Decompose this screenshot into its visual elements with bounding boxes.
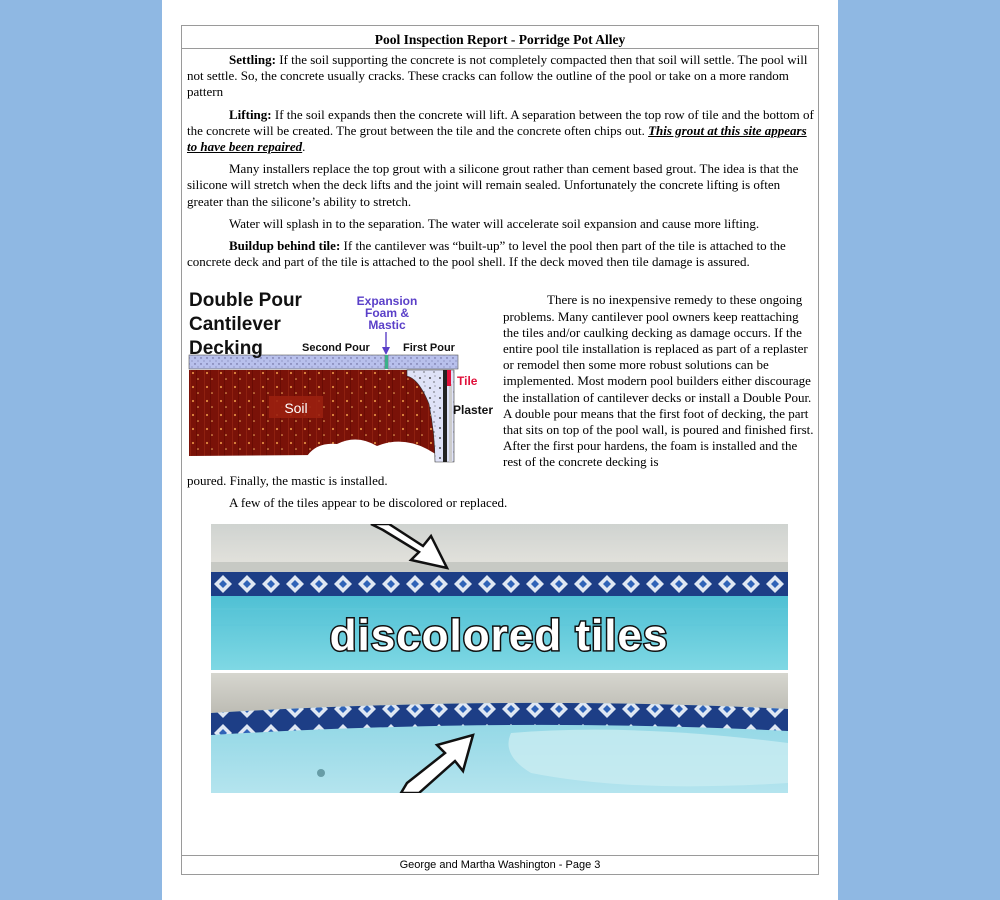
diagram-section: [187, 284, 815, 520]
expansion-label-3: Mastic: [368, 318, 406, 333]
document-page: [162, 0, 838, 900]
water-paragraph: Water will splash in to the separation. The water will accelerate soil expansion and cause more lifting.: [229, 215, 760, 231]
silicone-paragraph: Many installers replace the top grout with a silicone grout rather than cement based grout. The idea is that the silicone will stretch when the deck lifts and the joint will remain sealed. Unfortunately the concrete lifting is often greater than the silicone’s ability to stretch.: [187, 161, 799, 209]
page-footer: George and Martha Washington - Page 3: [182, 855, 818, 875]
diagram-title-1: Double Pour: [189, 290, 302, 312]
first-pour-label: First Pour: [403, 342, 455, 355]
expansion-joint: [385, 355, 388, 369]
diagram-title-2: Cantilever: [189, 314, 281, 336]
pool-photo-top: [211, 524, 788, 670]
tiles-note: A few of the tiles appear to be discolored or replaced.: [229, 495, 508, 511]
pool-photo-bottom: [211, 673, 788, 793]
lifting-label: Lifting:: [229, 106, 272, 122]
settling-text: If the soil supporting the concrete is not completely compacted then that soil will settle. The pool will not settle. So, the concrete usually cracks. These cracks can follow the outline of the pool or take on a more random pattern: [187, 52, 808, 100]
lifting-emphasis: This grout at this site appears to have been repaired: [187, 122, 807, 155]
replaced-tiles-photo: [211, 673, 788, 793]
report-body: [187, 52, 815, 520]
discolored-tiles-photo: [211, 524, 788, 670]
remedy-end: poured. Finally, the mastic is installed.: [187, 473, 388, 489]
soil-label: Soil: [284, 400, 308, 417]
second-pour-label: Second Pour: [302, 342, 370, 355]
photo-caption: discolored tiles: [329, 611, 669, 660]
double-pour-diagram: [187, 284, 502, 474]
tile-mark: [447, 370, 451, 386]
buildup-paragraph: [187, 238, 815, 270]
first-pour-slab: [388, 355, 458, 369]
remedy-paragraph: There is no inexpensive remedy to these ongoing problems. Many cantilever pool owners keep reattaching the tiles and/or caulking decking as damage occurs. If the entire pool tile installation is replaced as part of a replaster or remodel then some more robust solutions can be implemented. Most modern pool builders either discourage the installation of cantilever decks or install a Double Pour. A double pour means that the first foot of decking, the part that sits on top of the pool wall, is poured and finished first. After the first pour hardens, the foam is installed and the rest of the concrete decking is: [503, 292, 814, 470]
buildup-label: Buildup behind tile:: [229, 238, 341, 254]
lifting-paragraph: [187, 107, 815, 156]
page-header: Pool Inspection Report - Porridge Pot Alley: [182, 26, 818, 49]
buildup-text: If the cantilever was “built-up” to level the pool then part of the tile is attached to the concrete deck and part of the tile is attached to the pool shell. If the deck moved then tile damage is assured.: [187, 238, 786, 270]
settling-paragraph: [187, 52, 815, 101]
tile-band-top: [211, 572, 788, 596]
page-frame: [181, 25, 819, 875]
diagram-title-3: Decking: [189, 338, 263, 360]
settling-label: Settling:: [229, 52, 276, 67]
tile-label: Tile: [457, 374, 478, 389]
plaster-label: Plaster: [453, 403, 494, 418]
expansion-label-1: Expansion: [356, 294, 418, 309]
lifting-end: .: [302, 139, 306, 155]
expansion-label-2: Foam &: [364, 306, 410, 321]
lifting-text: If the soil expands then the concrete will lift. A separation between the top row of tile and the bottom of the concrete will be created. The grout between the tile and the concrete often chips out.: [187, 106, 814, 138]
